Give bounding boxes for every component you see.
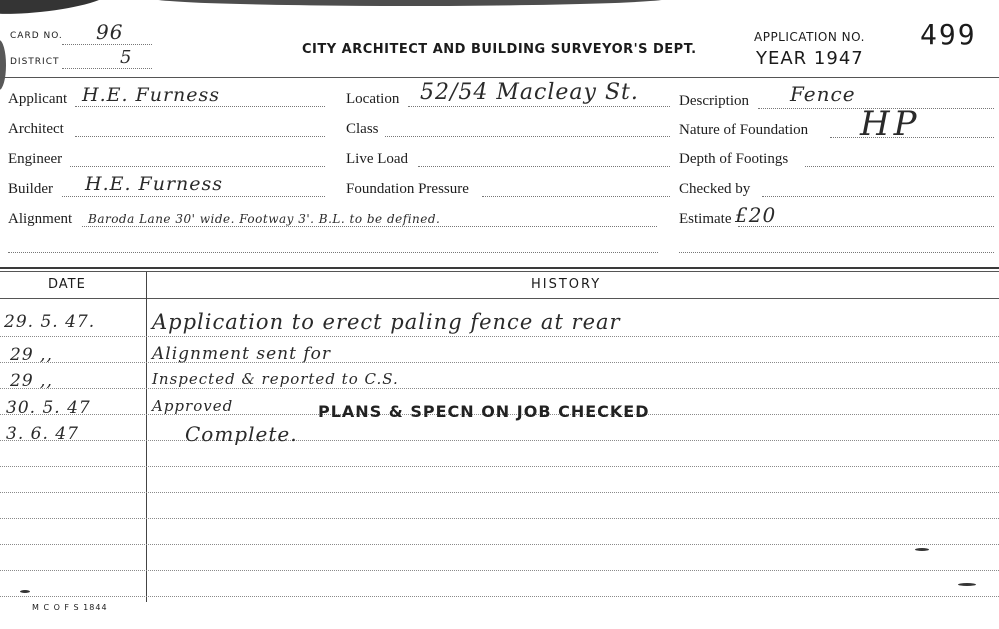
nature-of-foundation-value: HP bbox=[860, 104, 921, 144]
applicant-label: Applicant bbox=[8, 91, 68, 107]
location-label: Location bbox=[346, 91, 400, 107]
checked-by-label: Checked by bbox=[679, 181, 751, 197]
builder-label: Builder bbox=[8, 181, 53, 197]
history-row-3-date: 29 ,, bbox=[10, 371, 53, 391]
year-label: YEAR 1947 bbox=[756, 48, 864, 69]
history-top-rule-2 bbox=[0, 271, 999, 272]
header-divider bbox=[0, 77, 999, 78]
ruled-line bbox=[0, 336, 999, 337]
scan-speck bbox=[958, 583, 976, 586]
scan-smudge-left bbox=[0, 40, 6, 90]
approval-stamp: PLANS & SPECN ON JOB CHECKED bbox=[318, 402, 650, 421]
nature-of-foundation-label: Nature of Foundation bbox=[679, 122, 809, 138]
checked-by-line bbox=[762, 196, 994, 197]
applicant-value: H.E. Furness bbox=[82, 84, 221, 106]
ruled-line bbox=[0, 570, 999, 571]
extra-line-right bbox=[679, 252, 994, 253]
district-label: DISTRICT bbox=[10, 57, 60, 67]
date-column-header: DATE bbox=[48, 277, 86, 292]
alignment-label: Alignment bbox=[8, 211, 73, 227]
ruled-line bbox=[0, 544, 999, 545]
form-code: M C O F S 1844 bbox=[32, 603, 108, 612]
architect-label: Architect bbox=[8, 121, 64, 137]
alignment-line bbox=[82, 226, 657, 227]
class-label: Class bbox=[346, 121, 379, 137]
architect-line bbox=[75, 136, 325, 137]
ruled-line bbox=[0, 466, 999, 467]
engineer-label: Engineer bbox=[8, 151, 63, 167]
card-number-line bbox=[62, 44, 152, 45]
card-number-value: 96 bbox=[96, 20, 124, 44]
history-row-4-date: 30. 5. 47 bbox=[6, 398, 91, 418]
scan-smudge-top-left bbox=[0, 0, 111, 19]
date-column-divider bbox=[146, 272, 147, 602]
location-value: 52/54 Macleay St. bbox=[420, 80, 639, 105]
card-number-label: CARD NO. bbox=[10, 31, 63, 41]
application-number-value: 499 bbox=[920, 18, 977, 51]
history-row-2-text: Alignment sent for bbox=[152, 344, 331, 364]
history-row-4-text: Approved bbox=[152, 397, 234, 415]
foundation-pressure-line bbox=[482, 196, 670, 197]
scan-speck bbox=[915, 548, 929, 551]
estimate-label: Estimate bbox=[679, 211, 732, 227]
history-row-1-text: Application to erect paling fence at rear bbox=[152, 310, 621, 334]
history-row-2-date: 29 ,, bbox=[10, 345, 53, 365]
ruled-line bbox=[0, 492, 999, 493]
depth-of-footings-line bbox=[805, 166, 994, 167]
location-line bbox=[408, 106, 670, 107]
district-value: 5 bbox=[120, 47, 133, 68]
builder-line bbox=[62, 196, 325, 197]
history-row-1-date: 29. 5. 47. bbox=[4, 312, 96, 332]
department-title: CITY ARCHITECT AND BUILDING SURVEYOR'S DEPT. bbox=[302, 42, 697, 57]
applicant-line bbox=[75, 106, 325, 107]
history-header-rule bbox=[0, 298, 999, 299]
live-load-line bbox=[418, 166, 670, 167]
history-row-5-text: Complete. bbox=[185, 422, 298, 446]
live-load-label: Live Load bbox=[346, 151, 409, 167]
extra-line bbox=[8, 252, 658, 253]
history-row-5-date: 3. 6. 47 bbox=[6, 424, 79, 444]
foundation-pressure-label: Foundation Pressure bbox=[346, 181, 469, 197]
district-line bbox=[62, 68, 152, 69]
ruled-line bbox=[0, 518, 999, 519]
estimate-line bbox=[738, 226, 994, 227]
description-value: Fence bbox=[790, 82, 856, 106]
estimate-value: £20 bbox=[735, 203, 777, 227]
scan-speck bbox=[20, 590, 30, 593]
history-top-rule bbox=[0, 267, 999, 269]
history-row-3-text: Inspected & reported to C.S. bbox=[152, 370, 399, 388]
scan-smudge-top bbox=[150, 0, 670, 6]
application-number-label: APPLICATION NO. bbox=[754, 30, 865, 44]
builder-value: H.E. Furness bbox=[85, 173, 224, 195]
description-label: Description bbox=[679, 93, 749, 109]
depth-of-footings-label: Depth of Footings bbox=[679, 151, 789, 167]
class-line bbox=[385, 136, 670, 137]
ruled-line bbox=[0, 596, 999, 597]
ruled-line bbox=[0, 440, 999, 441]
alignment-value: Baroda Lane 30' wide. Footway 3'. B.L. to be defined. bbox=[88, 212, 441, 226]
history-column-header: HISTORY bbox=[531, 277, 602, 292]
engineer-line bbox=[70, 166, 325, 167]
